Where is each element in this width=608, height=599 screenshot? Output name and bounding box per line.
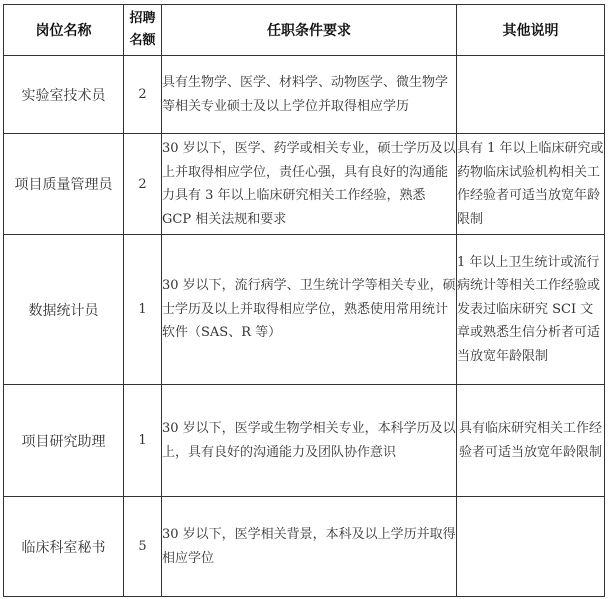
requirements-cell: 30 岁以下，医学相关背景，本科及以上学历并取得相应学位 xyxy=(162,497,457,597)
requirements-cell: 具有生物学、医学、材料学、动物医学、微生物学等相关专业硕士及以上学位并取得相应学历 xyxy=(162,56,457,134)
notes-cell: 具有 1 年以上临床研究或药物临床试验机构相关工作经验者可适当放宽年龄限制 xyxy=(457,134,605,235)
position-cell: 项目质量管理员 xyxy=(4,134,124,235)
notes-cell: 具有临床研究相关工作经验者可适当放宽年龄限制 xyxy=(457,385,605,497)
table-row xyxy=(4,134,605,235)
count-cell: 1 xyxy=(124,385,162,497)
table-row xyxy=(4,385,605,497)
header-notes: 其他说明 xyxy=(457,5,605,56)
position-cell: 数据统计员 xyxy=(4,235,124,385)
table-row xyxy=(4,497,605,597)
notes-cell xyxy=(457,497,605,597)
count-cell: 1 xyxy=(124,235,162,385)
requirements-cell: 30 岁以下，医学或生物学相关专业，本科学历及以上，具有良好的沟通能力及团队协作意识 xyxy=(162,385,457,497)
position-cell: 临床科室秘书 xyxy=(4,497,124,597)
position-cell: 实验室技术员 xyxy=(4,56,124,134)
table-row xyxy=(4,56,605,134)
requirements-cell: 30 岁以下，流行病学、卫生统计学等相关专业，硕士学历及以上并取得相应学位，熟悉使用常用统计软件（SAS、R 等） xyxy=(162,235,457,385)
recruitment-table xyxy=(3,4,605,597)
table-header-row xyxy=(4,5,605,56)
notes-cell: 1 年以上卫生统计或流行病统计等相关工作经验或发表过临床研究 SCI 文章或熟悉生信分析者可适当放宽年龄限制 xyxy=(457,235,605,385)
header-position: 岗位名称 xyxy=(4,5,124,56)
count-cell: 5 xyxy=(124,497,162,597)
header-count: 招聘名额 xyxy=(124,5,162,56)
position-cell: 项目研究助理 xyxy=(4,385,124,497)
requirements-cell: 30 岁以下，医学、药学或相关专业，硕士学历及以上并取得相应学位，责任心强，具有良好的沟通能力具有 3 年以上临床研究相关工作经验，熟悉 GCP 相关法规和要求 xyxy=(162,134,457,235)
notes-cell xyxy=(457,56,605,134)
table-row xyxy=(4,235,605,385)
header-requirements: 任职条件要求 xyxy=(162,5,457,56)
count-cell: 2 xyxy=(124,56,162,134)
count-cell: 2 xyxy=(124,134,162,235)
